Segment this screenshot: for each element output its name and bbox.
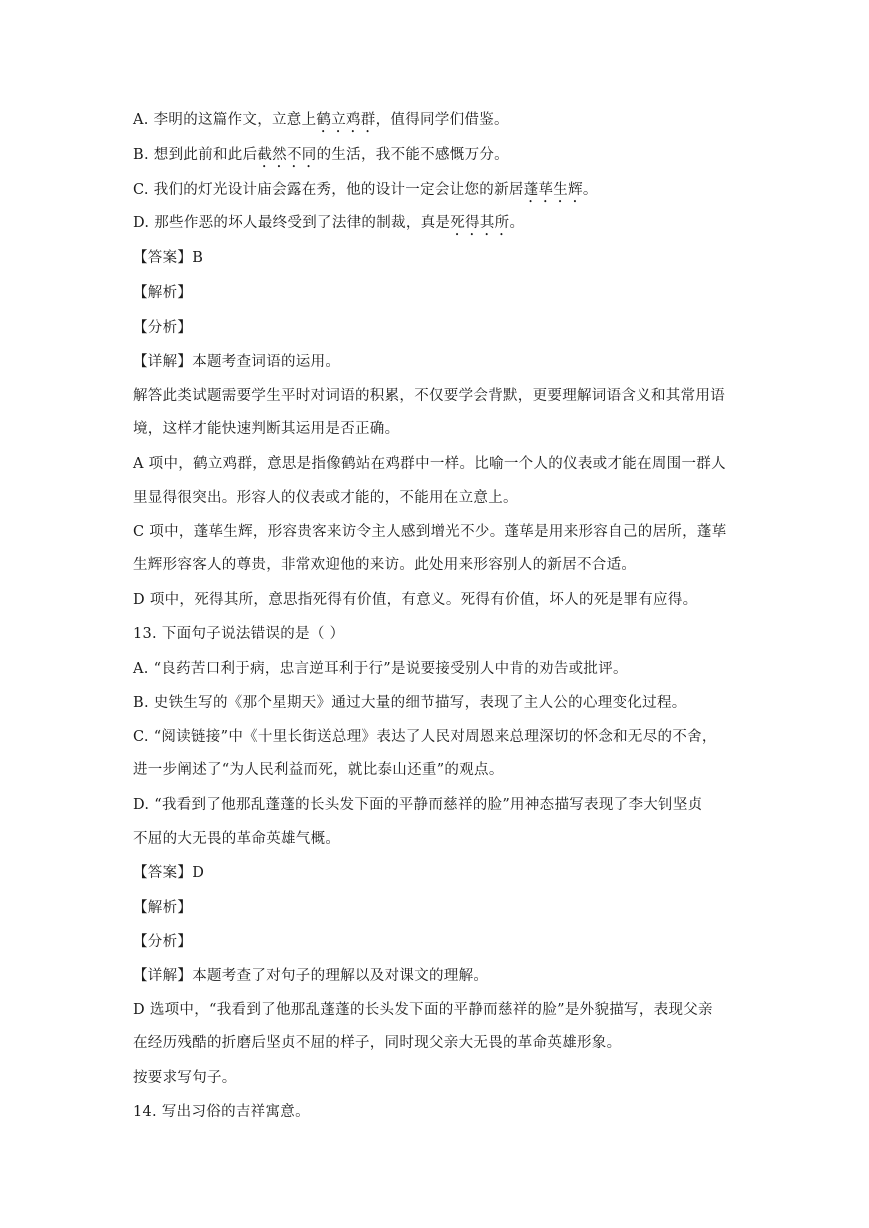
emphasized-idiom: 截然不同 xyxy=(257,147,317,163)
q12-option-b xyxy=(133,145,509,171)
option-text: C. 我们的灯光设计庙会露在秀，他的设计一定会让您的新居 xyxy=(133,182,524,198)
q12-explanation-line: 境，这样才能快速判断其运用是否正确。 xyxy=(133,421,400,437)
q13-option-d: D. “我看到了他那乱蓬蓬的长头发下面的平静而慈祥的脸”用神态描写表现了李大钊坚贞 xyxy=(133,797,703,813)
q12-analysis-heading: 【解析】 xyxy=(133,285,193,301)
q12-option-d xyxy=(133,213,524,239)
q13-detail: 【详解】本题考查了对句子的理解以及对课文的理解。 xyxy=(133,968,489,984)
option-text: ，值得同学们借鉴。 xyxy=(375,112,509,128)
q13-explanation-line: 在经历残酷的折磨后坚贞不屈的样子，同时现父亲大无畏的革命英雄形象。 xyxy=(133,1035,622,1051)
q12-option-a xyxy=(133,110,509,136)
q13-answer: 【答案】D xyxy=(133,865,205,881)
option-text: 。 xyxy=(582,182,598,198)
option-text: A. 李明的这篇作文，立意上 xyxy=(133,112,317,128)
q12-explanation-line: 解答此类试题需要学生平时对词语的积累，不仅要学会背默，更要理解词语含义和其常用语 xyxy=(133,388,725,404)
q12-explanation-line: 里显得很突出。形容人的仪表或才能的，不能用在立意上。 xyxy=(133,490,518,506)
q13-stem: 13. 下面句子说法错误的是（ ） xyxy=(133,626,345,642)
q13-option-b: B. 史铁生写的《那个星期天》通过大量的细节描写，表现了主人公的心理变化过程。 xyxy=(133,695,687,711)
q13-option-c: C. “阅读链接”中《十里长街送总理》表达了人民对周恩来总理深切的怀念和无尽的不舍， xyxy=(133,729,717,745)
option-text: B. 想到此前和此后 xyxy=(133,147,258,163)
q13-option-a: A. “良药苦口利于病，忠言逆耳利于行”是说要接受别人中肯的劝告或批评。 xyxy=(133,661,628,677)
q12-explanation-line: C 项中，蓬荜生辉，形容贵客来访令主人感到增光不少。蓬荜是用来形容自己的居所，蓬荜 xyxy=(133,524,727,540)
option-text: D. 那些作恶的坏人最终受到了法律的制裁，真是 xyxy=(133,215,451,231)
q13-explanation-line: 按要求写句子。 xyxy=(133,1070,237,1086)
q12-option-c xyxy=(133,180,598,206)
q13-analysis-heading: 【解析】 xyxy=(133,900,193,916)
option-text: 。 xyxy=(509,215,525,231)
option-text: 的生活，我不能不感慨万分。 xyxy=(316,147,509,163)
q14-stem: 14. 写出习俗的吉祥寓意。 xyxy=(133,1104,310,1120)
q13-option-d: 不屈的大无畏的革命英雄气概。 xyxy=(133,831,341,847)
emphasized-idiom: 鹤立鸡群 xyxy=(316,112,376,128)
q12-explanation-line: D 项中，死得其所，意思指死得有价值，有意义。死得有价值，坏人的死是罪有应得。 xyxy=(133,592,698,608)
emphasized-idiom: 蓬荜生辉 xyxy=(523,182,583,198)
q12-explanation-line: A 项中，鹤立鸡群，意思是指像鹤站在鸡群中一样。比喻一个人的仪表或才能在周围一群人 xyxy=(133,456,726,472)
q12-detail: 【详解】本题考查词语的运用。 xyxy=(133,354,341,370)
q12-fenxi-heading: 【分析】 xyxy=(133,320,193,336)
q13-option-c: 进一步阐述了“为人民利益而死，就比泰山还重”的观点。 xyxy=(133,762,504,778)
q13-fenxi-heading: 【分析】 xyxy=(133,934,193,950)
q12-explanation-line: 生辉形容客人的尊贵，非常欢迎他的来访。此处用来形容别人的新居不合适。 xyxy=(133,557,637,573)
q13-explanation-line: D 选项中，“我看到了他那乱蓬蓬的长头发下面的平静而慈祥的脸”是外貌描写，表现父亲 xyxy=(133,1002,713,1018)
q12-answer: 【答案】B xyxy=(133,250,204,266)
emphasized-idiom: 死得其所 xyxy=(450,215,510,231)
